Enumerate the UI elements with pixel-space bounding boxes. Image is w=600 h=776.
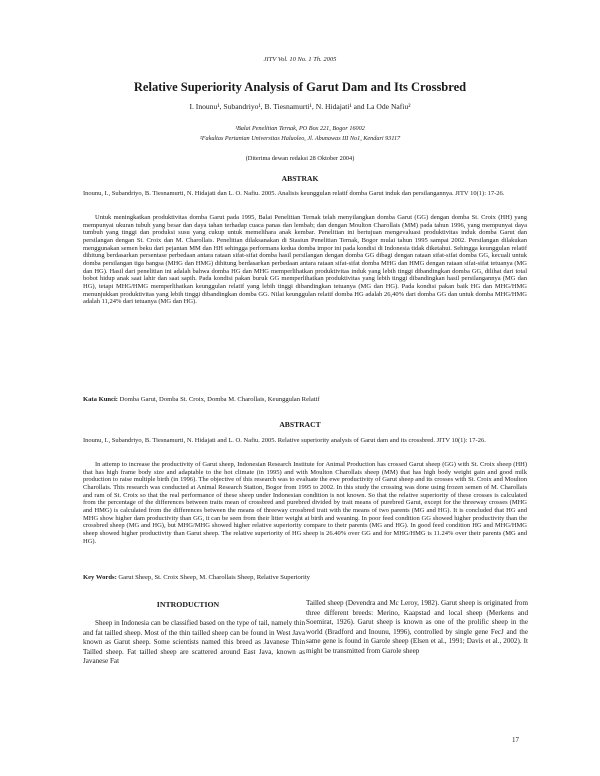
introduction-right-column: Tailled sheep (Devendra and Mc Leroy, 1982). Garut sheep is originated from three different breeds: Merino, Kaapstad and local sheep (Merkens and Soemirat, 1926). Garut sheep is known as one of the prolific sheep in the world (Bradford and Inounu, 1996), controlled by single gene FecJ and the same gene is found in Garole sheep (Elsen et al., 1991; Davis et al., 2002). It might be transmitted from Garole sheep: [306, 599, 528, 655]
author-list: I. Inounu¹, Subandriyo¹, B. Tiesnamurti¹, N. Hidajati¹ and La Ode Nafiu²: [189, 102, 411, 111]
abstract-keywords-text: Garut Sheep, St. Croix Sheep, M. Charollais Sheep, Relative Superiority: [118, 574, 310, 581]
affiliation-2: ²Fakultas Pertanian Universitas Haluoleo, Jl. Abunawas III No1, Kendari 93117: [199, 135, 401, 142]
affiliation-1: ¹Balai Penelitian Ternak, PO Box 221, Bogor 16002: [235, 125, 365, 132]
abstract-keywords-label: Key Words:: [83, 574, 117, 581]
abstrak-keywords-label: Kata Kunci:: [83, 396, 118, 403]
abstrak-keywords-text: Domba Garut, Domba St. Croix, Domba M. Charollais, Keunggulan Relatif: [119, 396, 320, 403]
abstrak-keywords: [83, 396, 527, 403]
abstract-heading: ABSTRACT: [279, 420, 321, 429]
introduction-left-column: Sheep in Indonesia can be classified based on the type of tail, namely thin and fat tailled sheep. Most of the thin tailled sheep can be found in West Java known as Garut sheep. Some scientists named this breed as Javanese Thin Tailled sheep. Fat tailled sheep are scattered around East Java, known as Javanese Fat: [83, 619, 305, 665]
page-number: 17: [512, 736, 519, 744]
paper-title: Relative Superiority Analysis of Garut Dam and Its Crossbred: [133, 80, 467, 94]
abstract-keywords: [83, 574, 527, 581]
abstrak-citation: Inounu, I., Subandriyo, B. Tiesnamurti, N. Hidajati dan L. O. Nafiu. 2005. Analisis keunggulan relatif domba Garut induk dan persilangannya. JITV 10(1): 17-26.: [83, 190, 505, 197]
abstract-citation: Inounu, I., Subandriyo, B. Tiesnamurti, N. Hidajati and L. O. Nafiu. 2005. Relative superiority analysis of Garut dam and its crossbred. JITV 10(1): 17-26.: [83, 437, 486, 444]
abstract-body: In attemp to increase the productivity of Garut sheep, Indonesian Research Institute for Animal Production has crossed Garut sheep (GG) with St. Croix sheep (HH) that has high frame body size and adaptable to the hot climate (in 1995) and with Moulton Charollais sheep (MM) that has high body weight gain and good milk production to raise multiple birth (in 1996). The objective of this research was to evaluate the ewe productivity of Garut sheep and its crosses with St. Croix and Moulton Charollais. This research was conducted at Animal Research Station, Bogor from 1995 to 2002. In this study the crossing was done using frozen semen of M. Charollais and ram of St. Croix so that the real performance of these sheep under Indonesian condition is not known. So that the relative superiority of these crosses is calculated from the percentage of the differences between traits mean of crossbred and purebred divided by trait means of purebred Garut, except for the threeway crosses (MHG and HMG) is calculated from the differences between the means of threeway crossbred trait with the means of two parents (MG and HG). It is concluded that HG and MHG show higher dam productivity than GG, it can be seen from their litter weight at birth and weaning. In poor feed condition GG showed higher productivity than the crossbred sheep (MG and HG), but MHG/MHG showed higher relative superiority compare to their parents (MG and HG). In good feed condition HG and MHG/HMG sheep showed higher productivity than Garut sheep. The relative superiority of HG sheep is 26.40% over GG and for MHG/HMG is 11.24% over their parents (MG and HG).: [83, 461, 527, 545]
abstrak-body: Untuk meningkatkan produktivitas domba Garut pada 1995, Balai Penelitian Ternak telah menyilangkan domba Garut (GG) dengan domba St. Croix (HH) yang mempunyai ukuran tubuh yang besar dan daya tahan terhadap cuaca panas dan lembab; dan dengan Moulton Charollais (MM) pada tahun 1996, yang mempunyai daya tumbuh yang tinggi dan produksi susu yang cukup untuk memelihara anak kembar. Penelitian ini bertujuan mengevaluasi produktivitas induk domba Garut dan persilangan dengan St. Croix dan M. Charollais. Penelitian dilaksanakan di Stasiun Penelitian Ternak, Bogor mulai tahun 1995 sampai 2002. Persilangan dilakukan menggunakan semen beku dari pejantan MM dan HH sehingga performans kedua domba impor ini pada kondisi di Indonesia tidak diketahui. Sehingga keunggulan relatif dihitung berdasarkan persentase perbedaan antara rataan sifat-sifat domba hasil persilangan dengan domba GG dibagi dengan rataan sifat-sifat domba GG, kecuali untuk domba persilangan tiga bangsa (MHG dan HMG) dihitung berdasarkan perbedaan antara rataan sifat-sifat domba MHG dan HMG dengan rataan sifat-sifat tetuanya (MG dan HG). Hasil dari penelitian ini adalah bahwa domba HG dan MHG memperlihatkan produktivitas induk yang lebih tinggi dibandingkan domba GG, dilihat dari total bobot hidup anak saat lahir dan saat sapih. Pada kondisi pakan buruk GG memperlihatkan produktivitas yang lebih tinggi dibandingkan hasil persilangannya (MG dan HG), tetapi MHG/HMG memperlihatkan keunggulan relatif yang lebih tinggi dibandingkan tetuanya (MG dan HG). Pada kondisi pakan baik HG dan MHG/HMG menunjukkan produktivitas yang lebih tinggi dibandingkan domba GG. Nilai keunggulan relatif domba HG adalah 26,40% dari domba GG dan untuk domba MHG/HMG adalah 11,24% dari tetuanya (MG dan HG).: [83, 214, 527, 306]
received-date: (Diterima dewan redaksi 28 Oktober 2004): [245, 155, 355, 162]
introduction-heading: INTRODUCTION: [156, 600, 220, 609]
abstrak-heading: ABSTRAK: [281, 174, 319, 183]
journal-header: JITV Vol. 10 No. 1 Th. 2005: [263, 56, 337, 63]
